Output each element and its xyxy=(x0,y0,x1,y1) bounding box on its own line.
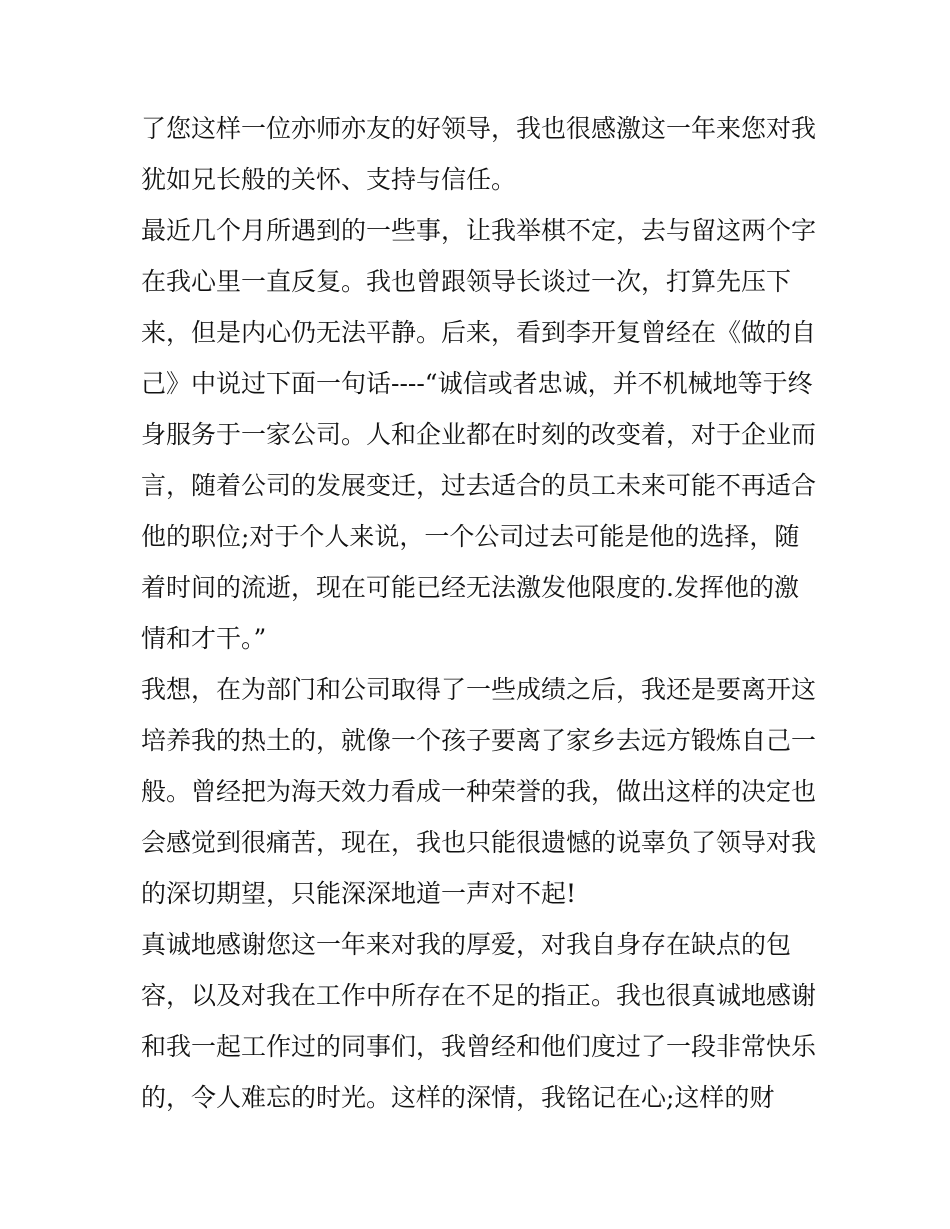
text-line: 的深切期望，只能深深地道一声对不起! xyxy=(141,879,577,908)
text-line: 培养我的热土的，就像一个孩子要离了家乡去远方锻炼自己一 xyxy=(141,726,817,755)
text-line: 来，但是内心仍无法平静。后来，看到李开复曾经在《做的自 xyxy=(141,318,817,347)
text-line: 会感觉到很痛苦，现在，我也只能很遗憾的说辜负了领导对我 xyxy=(141,828,817,857)
text-line: 着时间的流逝，现在可能已经无法激发他限度的.发挥他的激 xyxy=(141,573,799,602)
text-line: 身服务于一家公司。人和企业都在时刻的改变着，对于企业而 xyxy=(141,420,817,449)
text-line: 在我心里一直反复。我也曾跟领导长谈过一次，打算先压下 xyxy=(141,267,792,296)
text-line: 真诚地感谢您这一年来对我的厚爱，对我自身存在缺点的包 xyxy=(141,930,792,959)
text-line: 的，令人难忘的时光。这样的深情，我铭记在心;这样的财 xyxy=(141,1083,775,1112)
text-line: 最近几个月所遇到的一些事，让我举棋不定，去与留这两个字 xyxy=(141,216,817,245)
text-line: 我想，在为部门和公司取得了一些成绩之后，我还是要离开这 xyxy=(141,675,817,704)
body-text xyxy=(141,103,821,1123)
text-line: 容，以及对我在工作中所存在不足的指正。我也很真诚地感谢 xyxy=(141,981,817,1010)
text-line: 犹如兄长般的关怀、支持与信任。 xyxy=(141,165,517,194)
text-line: 和我一起工作过的同事们，我曾经和他们度过了一段非常快乐 xyxy=(141,1032,817,1061)
text-line: 了您这样一位亦师亦友的好领导，我也很感激这一年来您对我 xyxy=(141,114,817,143)
text-line: 己》中说过下面一句话----“诚信或者忠诚，并不机械地等于终 xyxy=(141,369,813,398)
text-line: 言，随着公司的发展变迁，过去适合的员工未来可能不再适合 xyxy=(141,471,817,500)
text-line: 般。曾经把为海天效力看成一种荣誉的我，做出这样的决定也 xyxy=(141,777,817,806)
text-line: 情和才干。” xyxy=(141,624,267,653)
text-line: 他的职位;对于个人来说，一个公司过去可能是他的选择，随 xyxy=(141,522,800,551)
